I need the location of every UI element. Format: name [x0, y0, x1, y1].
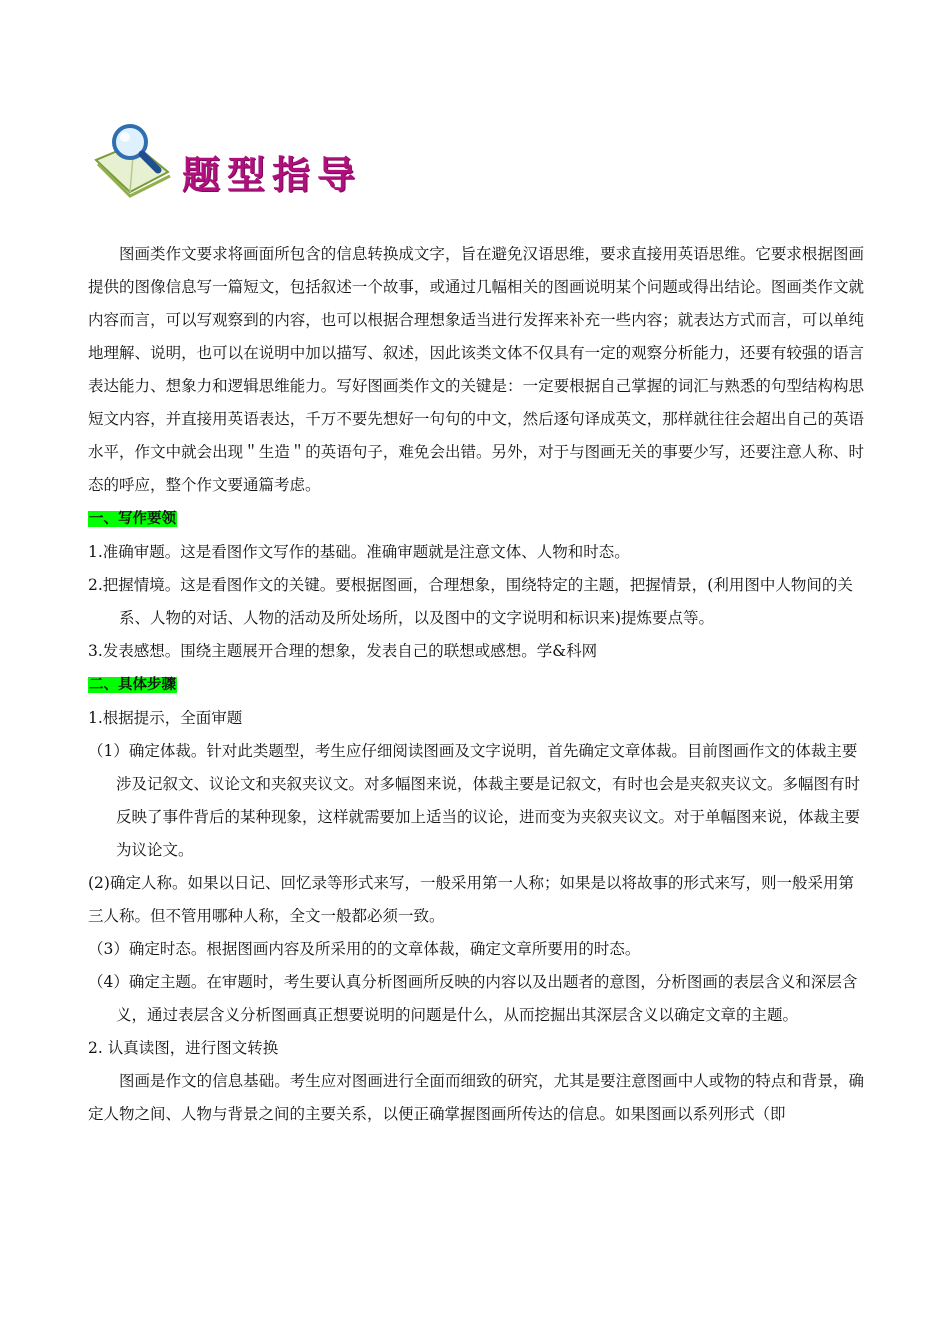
list-item: (2)确定人称。如果以日记、回忆录等形式来写，一般采用第一人称；如果是以将故事的形式来写，则一般采用第三人称。但不管用哪种人称，全文一般都必须一致。 — [88, 874, 854, 925]
step-heading: 2. 认真读图，进行图文转换 — [88, 1039, 279, 1057]
list-item: （4）确定主题。在审题时，考生要认真分析图画所反映的内容以及出题者的意图，分析图画的表层含义和深层含义，通过表层含义分析图画真正想要说明的问题是什么，从而挖掘出其深层含义以确定文章的主题。 — [88, 973, 858, 1024]
section2-heading: 二、具体步骤 — [89, 677, 176, 693]
section-header — [90, 120, 390, 200]
step2-paragraph: 图画是作文的信息基础。考生应对图画进行全面而细致的研究，尤其是要注意图画中人或物的特点和背景，确定人物之间、人物与背景之间的主要关系，以便正确掌握图画所传达的信息。如果图画以系列形式（即 — [88, 1072, 864, 1123]
list-item: （3）确定时态。根据图画内容及所采用的的文章体裁，确定文章所要用的时态。 — [88, 940, 641, 958]
list-item: 3.发表感想。围绕主题展开合理的想象，发表自己的联想或感想。学&科网 — [88, 642, 598, 660]
list-item: 2.把握情境。这是看图作文的关键。要根据图画，合理想象，围绕特定的主题，把握情景，(利用图中人物间的关系、人物的对话、人物的活动及所处场所，以及图中的文字说明和标识来)提炼要点等。 — [88, 576, 853, 627]
intro-paragraph: 图画类作文要求将画面所包含的信息转换成文字，旨在避免汉语思维，要求直接用英语思维。它要求根据图画提供的图像信息写一篇短文，包括叙述一个故事，或通过几幅相关的图画说明某个问题或得出结论。图画类作文就内容而言，可以写观察到的内容，也可以根据合理想象适当进行发挥来补充一些内容；就表达方式而言，可以单纯地理解、说明，也可以在说明中加以描写、叙述，因此该类文体不仅具有一定的观察分析能力，还要有较强的语言表达能力、想象力和逻辑思维能力。写好图画类作文的关键是：一定要根据自己掌握的词汇与熟悉的句型结构构思短文内容，并直接用英语表达，千万不要先想好一句句的中文，然后逐句译成英文，那样就往往会超出自己的英语水平，作文中就会出现＂生造＂的英语句子，难免会出错。另外，对于与图画无关的事要少写，还要注意人称、时态的呼应，整个作文要通篇考虑。 — [88, 245, 864, 494]
step-heading: 1.根据提示，全面审题 — [88, 709, 243, 727]
section-heading — [88, 668, 864, 702]
list-item: （1）确定体裁。针对此类题型，考生应仔细阅读图画及文字说明，首先确定文章体裁。目前图画作文的体裁主要涉及记叙文、议论文和夹叙夹议文。对多幅图来说，体裁主要是记叙文，有时也会是夹叙夹议文。多幅图有时反映了事件背后的某种现象，这样就需要加上适当的议论，进而变为夹叙夹议文。对于单幅图来说，体裁主要为议论文。 — [88, 742, 861, 859]
magnifier-book-icon — [90, 120, 185, 200]
section1-heading: 一、写作要领 — [89, 511, 176, 527]
document-body — [88, 238, 864, 1131]
list-item: 1.准确审题。这是看图作文写作的基础。准确审题就是注意文体、人物和时态。 — [88, 543, 630, 561]
header-title: 题型指导 — [182, 153, 363, 197]
section-heading — [88, 502, 864, 536]
